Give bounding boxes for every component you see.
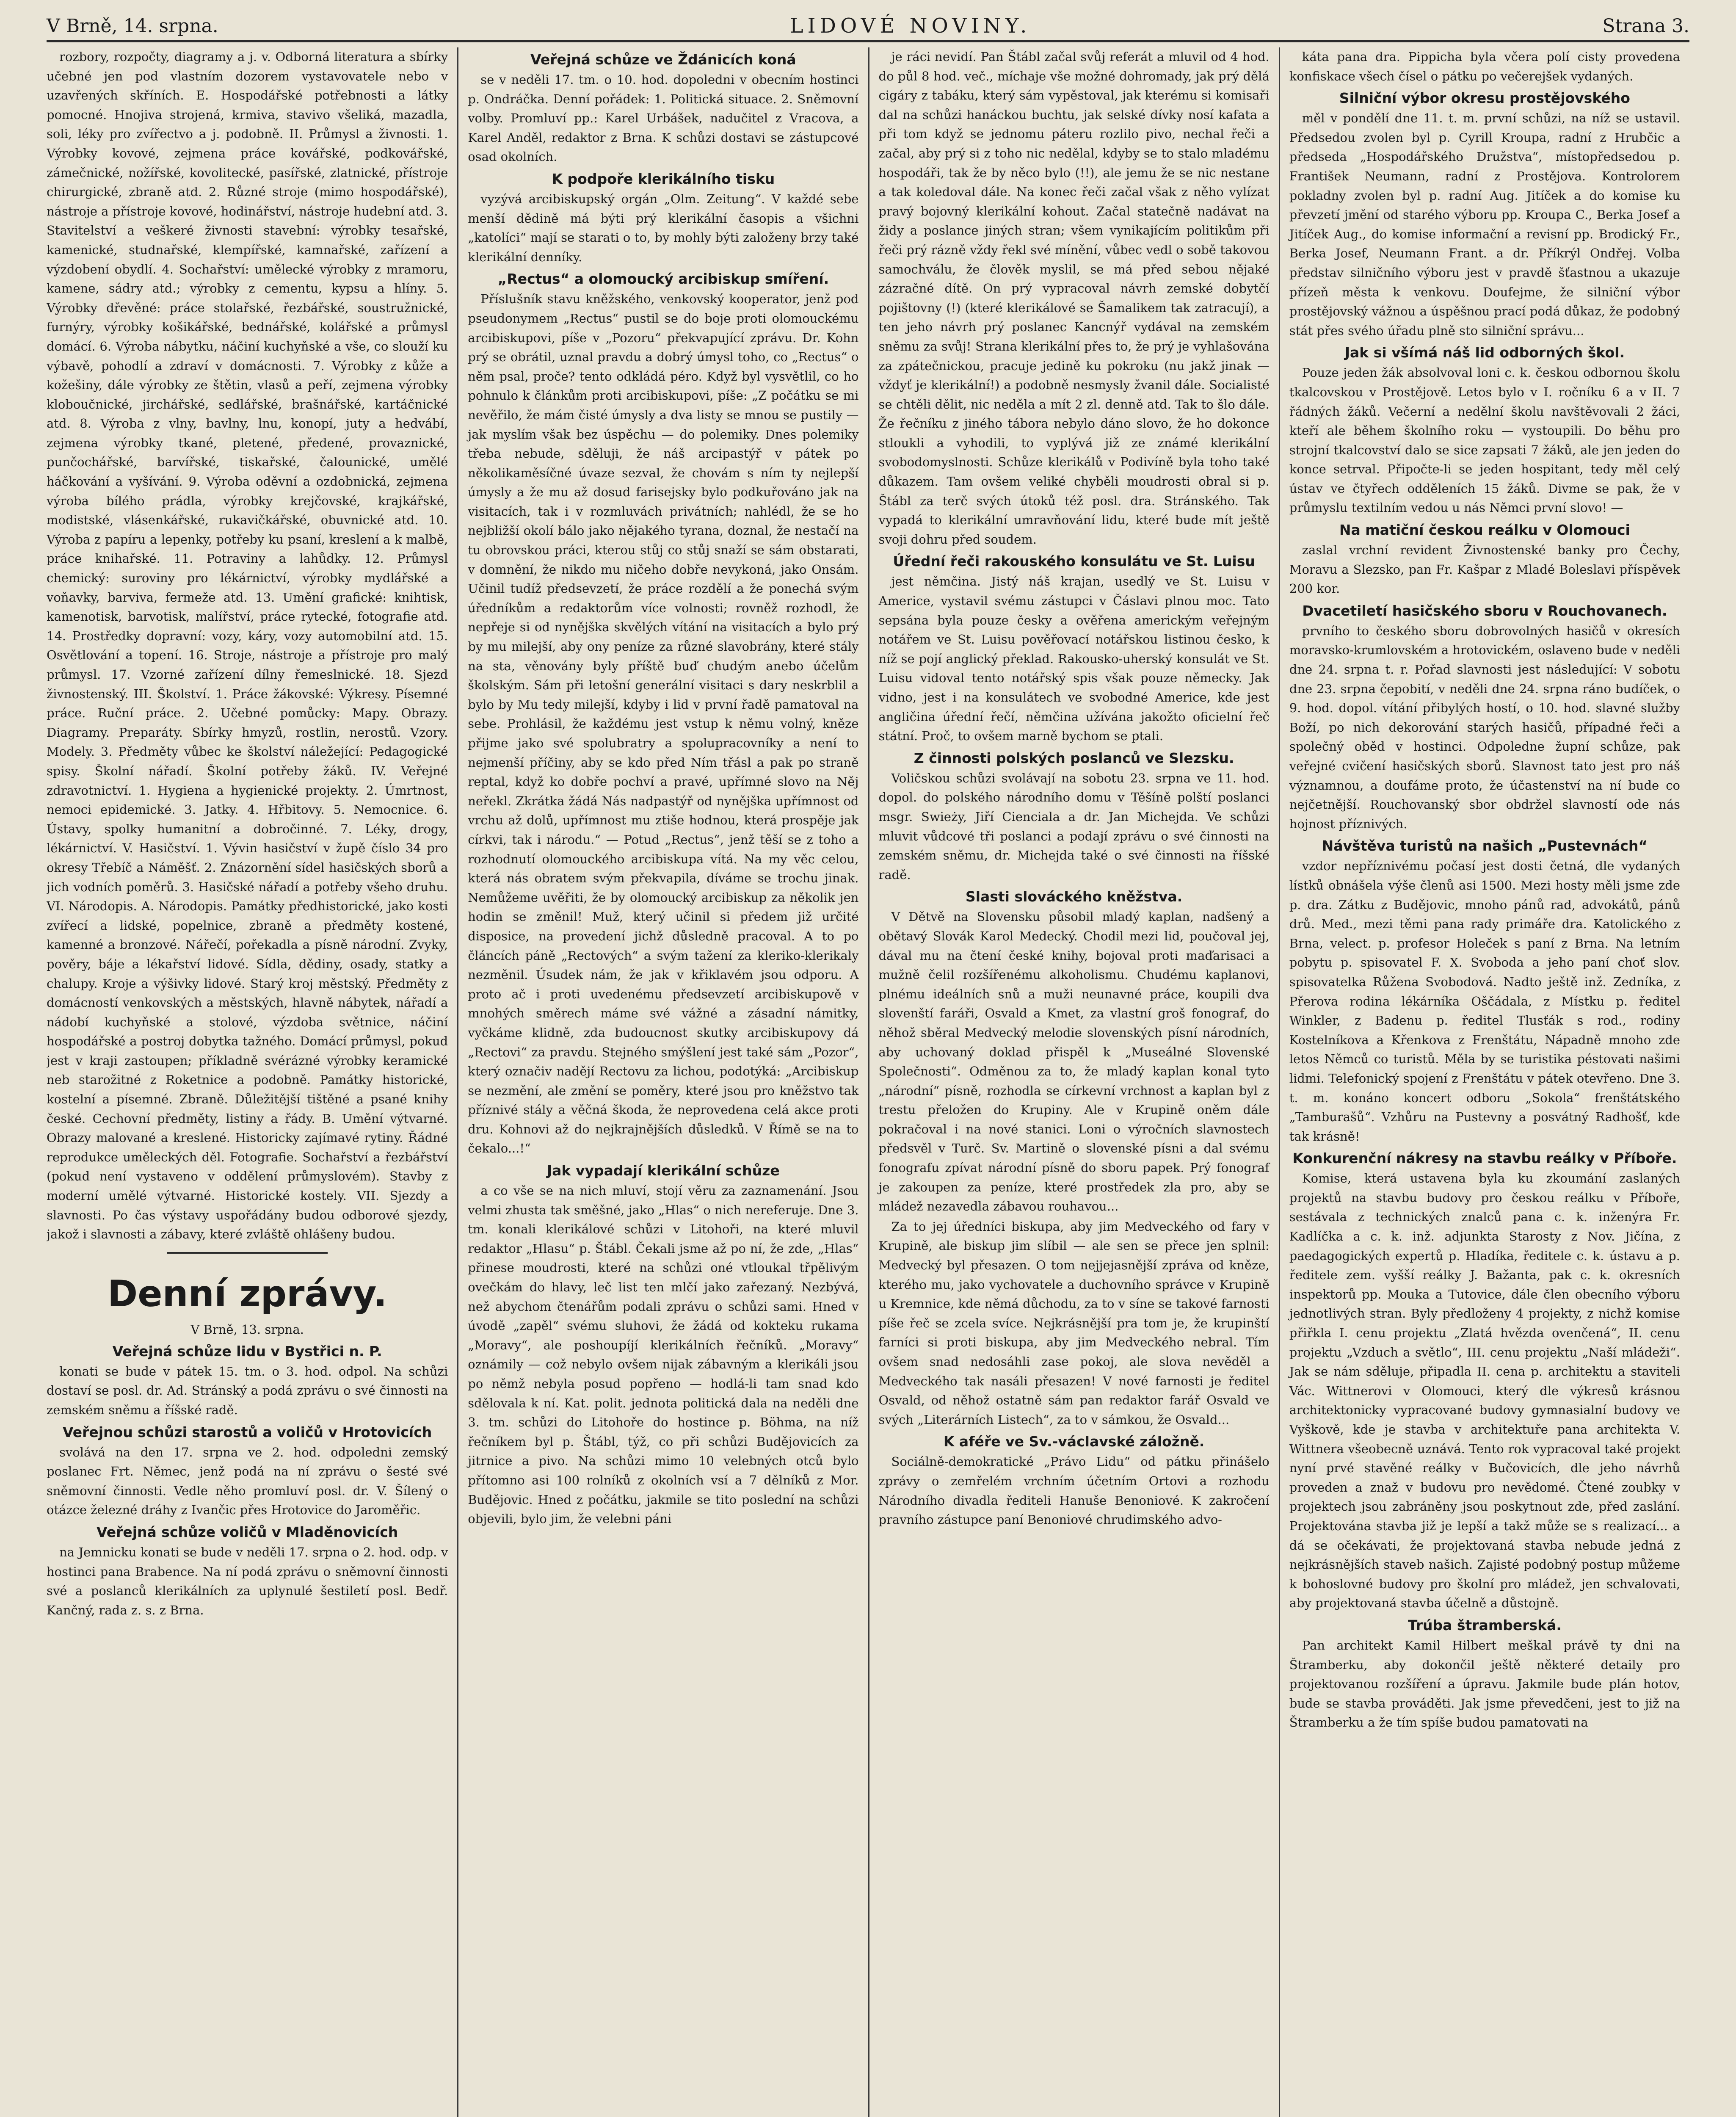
article-text: Za to jej úředníci biskupa, aby jim Medveckého od fary v Krupině, ale biskup jim slíbil — ale sen se přece jen splnil: Medvecký byl přesazen. O tom nejjejasnější zpráva od kněze, kterého mu, jako vychovatele a duchovního správce v Krupině u Kremnice, kde němá důchodu, za to v síne se takové farnosti píše řeč se zcela svíce. Nejkrásnější pra tom je, že krupinští farníci si proti biskupa, aby jim Medveckého nebral. Tím ovšem snad nedosáhli zase pokoj, ale slova nevěděl a Medveckého tak nasáli přesazen! V nové farnosti je ředitel Osvald, od něhož ostatně sám pan redaktor farář Osvald ve svých „Literárních Listech“, za to v sámkou, že Osvald... <box>878 1219 1270 1427</box>
article-text: vyzývá arcibiskupský orgán „Olm. Zeitung“. V každé sebe menší dědině má býti prý klerikální časopis a všichni „katolíci“ mají se starati o to, by mohly býti založeny brzy také klerikální denníky. <box>468 191 859 264</box>
article-text: Pouze jeden žák absolvoval loni c. k. českou odbornou školu tkalcovskou v Prostějově. Letos bylo v I. ročníku 6 a v II. 7 řádných žáků. Večerní a nedělní školu navštěvovali 2 žáci, kteří ale během školního roku — vystoupili. Do běhu pro strojní tkalcovství dalo se sice zapsati 7 žáků, ale jen jeden do konce setrval. Připočte-li se jeden hospitant, tedy měl celý ústav ve čtyřech odděleních 15 žáků. Divme se pak, že v průmyslu textilním vedou u nás Němci první slovo! — <box>1289 365 1680 515</box>
article-title: K aféře ve Sv.-václavské záložně. <box>943 1433 1205 1450</box>
article-text: a co vše se na nich mluví, stojí věru za zaznamenání. Jsou velmi zhusta tak směšné, jako „Hlas“ o nich nereferuje. Dne 3. tm. konali klerikálové schůzi v Litohoři, na které mluvil redaktor „Hlasu“ p. Štábl. Čekali jsme až po ní, že zde, „Hlas“ přinese moudrosti, které na schůzi oné vtloukal třpělivým ovečkám do hlavy, leč list ten mlčí jako zařezaný. Nezbývá, než abychom čtenářům podali zprávu o schůzi sami. Hned v úvodě „zapěl“ svému sluhovi, že žádá od kokteku rukama „Moravy“, ale poshoupíjí klerikálních řečníků. „Moravy“ oznámily — což nebylo ovšem nijak zábavným a klerikáli jsou po němž nebyla posud popřeno — hodlá-li tam snad kdo sdělovala k ní. Kat. polit. jednota politická dala na neděli dne 3. tm. schůzi do Litohoře do hostince p. Böhma, na níž řečníkem byl p. Štábl, týž, co při schůzi Budějovicích za jitrnice a pivo. Na schůzi mimo 10 velebných otců bylo přítomno asi 100 rolníků z okolních vsí a 7 dělníků z Mor. Budějovic. Hned z počátku, jakmile se tito poslední na schůzi objevili, bylo jim, že velebni páni <box>468 1183 859 1526</box>
article-text: Komise, která ustavena byla ku zkoumání zaslaných projektů na stavbu budovy pro českou reálku v Příboře, sestávala z technických znalců pana c. k. inženýra Fr. Kadlíčka a c. k. inž. adjunkta Starosty z Nov. Jičína, z paedagogických expertů p. Hladíka, ředitele c. k. ústavu a p. ředitele zem. vyšší reálky J. Bažanta, pak c. k. okresních inspektorů pp. Mouka a Tutovice, dále člen obecního výboru jednotlivých stran. Byly předloženy 4 projekty, z nichž komise přiřkla I. cenu projektu „Zlatá hvězda ovenčená“, II. cenu projektu „Vzduch a světlo“, III. cenu projektu „Naší mládeži“. Jak se nám sděluje, připadla II. cena p. architektu a staviteli Vác. Wittnerovi v Olomouci, který dle výkresů krásnou architektonicky vypracované budovy gymnasialní budovy ve Vyškově, kde je stavba v architektuře pana architekta V. Wittnera všeobecně uznává. Tento rok vypracoval také projekt nyní prvé stavěné reálky v Bučovicích, dle jeho návrhů proveden a znaž v budovu pro nevědomé. Čtené zoubky v projektech jsou zabráněny jsou poskytnout zde, před zaslání. Projektována stavba již je lepší a takž může se s realizací... a dá se očekávati, že projektovaná stavba nebude jedná z nejkrásnějších staveb našich. Zajisté podobný postup můžeme k bohoslovné budovy pro školní pro mládež, jen schvalovati, aby projektovaná stavba účelně a důstojně. <box>1289 1171 1680 1611</box>
article-text: Voličskou schůzi svolávají na sobotu 23. srpna ve 11. hod. dopol. do polského národního domu v Těšíně polští poslanci msgr. Swieży, Jiří Cienciala a dr. Jan Michejda. Ve schůzi mluvit vůdcové tři poslanci a podají zprávu o své činnosti na zemském sněmu, dr. Michejda také o své činnosti na říšské radě. <box>878 771 1270 882</box>
article-title: Trúba štramberská. <box>1408 1617 1562 1633</box>
article-title: Veřejná schůze voličů v Mladěnovicích <box>96 1523 398 1540</box>
article-text: zaslal vrchní revident Živnostenské banky pro Čechy, Moravu a Slezsko, pan Fr. Kašpar z Mladé Boleslavi příspěvek 200 kor. <box>1289 543 1680 596</box>
article-title: Návštěva turistů na našich „Pustevnách“ <box>1322 837 1648 854</box>
exhibition-program-text: rozbory, rozpočty, diagramy a j. v. Odborná literatura a sbírky učebné jen pod vlastním dozorem vystavovatele nebo v uzavřených skříních. E. Hospodářské potřebnosti a látky pomocné. Hnojiva strojená, krmiva, stavivo všeliká, mazadla, soli, léky pro zvířectvo a j. podobně. II. Průmysl a živnosti. 1. Výrobky kovové, zejmena práce kovářské, podkovářské, zámečnické, nožířské, kovolitecké, pasířské, zlatnické, přístroje chirurgické, zbraně atd. 2. Různé stroje (mimo hospodářské), nástroje a přístroje kovové, hodinářství, nástroje hudební atd. 3. Stavitelství a veškeré živnosti stavební: výrobky tesařské, kamenické, studnařské, klempířské, kamnařské, zařízení a výzdobení obydlí. 4. Sochařství: umělecké výrobky z mramoru, kamene, sádry atd.; výrobky z cementu, kypsu a hlíny. 5. Výrobky dřevěné: práce stolařské, řezbářské, soustružnické, furnýry, výrobky košikářské, bednářské, kolářské a průmysl domácí. 6. Výroba nábytku, náčiní kuchyňské a vše, co slouží ku výbavě, pohodlí a zdraví v domácnosti. 7. Výrobky z kůže a kožešiny, dále výrobky ze štětin, vlasů a peří, zejmena výrobky kloboučnické, jirchářské, sedlářské, brašnářské, kartáčnické atd. 8. Výroba z vlny, bavlny, lnu, konopí, juty a hedvábí, zejmena výrobky tkané, pletené, předené, provaznické, punčochářské, barvířské, tiskařské, čalounické, umělé háčkování a vyšívání. 9. Výroba oděvní a ozdobnická, zejmena výroba bílého prádla, výrobky krejčovské, krajkářské, modistské, vlásenkářské, rukavičkářské, obuvnické atd. 10. Výroba z papíru a lepenky, potřeby ku psaní, kreslení a k malbě, práce knihařské. 11. Potraviny a lahůdky. 12. Průmysl chemický: suroviny pro lékárnictví, výrobky mydlářské a voňavky, barviva, fermeže atd. 13. Umění grafické: knihtisk, kamenotisk, barvotisk, malířství, práce rytecké, fotografie atd. 14. Prostředky dopravní: vozy, káry, vozy automobilní atd. 15. Osvětlování a topení. 16. Stroje, nástroje a přístroje pro malý průmysl. 17. Vzorné zařízení dílny řemeslnické. 18. Sjezd živnostenský. III. Školství. 1. Práce žákovské: Výkresy. Písemné práce. Ruční práce. 2. Učebné pomůcky: Mapy. Obrazy. Diagramy. Preparáty. Sbírky hmyzů, rostlin, nerostů. Vzory. Modely. 3. Předměty vůbec ke školství náležející: Pedagogické spisy. Školní nářadí. Školní potřeby žáků. IV. Veřejné zdravotnictví. 1. Hygiena a hygienické projekty. 2. Úmrtnost, nemoci epidemické. 3. Jatky. 4. Hřbitovy. 5. Nemocnice. 6. Ústavy, spolky humanitní a dobročinné. 7. Léky, drogy, lékárnictví. V. Hasičství. 1. Vývin hasičství v župě číslo 34 pro okresy Třebíč a Náměšť. 2. Znázornění sídel hasičských sborů a jich vodních poměrů. 3. Hasičské nářadí a potřeby všeho druhu. VI. Národopis. A. Národopis. Památky předhistorické, jako kosti zvířecí a lidské, popelnice, zbraně a předměty kostené, kamenné a bronzové. Nářečí, pořekadla a písně národní. Zvyky, pověry, báje a lékařství lidové. Sídla, dědiny, osady, statky a chalupy. Kroje a výšivky lidové. Starý kroj městský. Předměty z domácností venkovských a městských, hlavně nábytek, nářadí a nádobí kuchyňské a stolové, výzdoba světnice, náčiní hospodářské a postroj dobytka tažného. Domácí průmysl, pokud jest v kraji zastoupen; příkladně svérázné výrobky keramické neb starožitné z Roketnice a podobně. Památky historické, kostelní a písemné. Zbraně. Důležitější tištěné a psané knihy české. Cechovní předměty, listiny a řády. B. Umění výtvarné. Obrazy malované a kreslené. Historicky zajímavé rytiny. Řádné reprodukce uměleckých děl. Fotografie. Sochařství a řezbářství (pokud není vystaveno v oddělení průmyslovém). Stavby z moderní umělé výtvarné. Historické kostely. VII. Sjezdy a slavnosti. Po čas výstavy uspořádány budou odborové sjezdy, jakož i slavnosti a zábavy, které zvláště ohlášeny budou. <box>47 50 448 1242</box>
article-text: vzdor nepříznivému počasí jest dosti četná, dle vydaných lístků obnášela výše členů asi 1500. Mezi hosty měli jsme zde p. dra. Zátku z Budějovic, mnoho pánů rad, advokátů, pánů drů. Med., mezi těmi pana rady primáře dra. Katolického z Brna, velect. p. profesor Holeček s paní z Brna. Na letním pobytu p. spisovatel F. X. Svoboda a jeho paní choť slov. spisovatelka Růžena Svobodová. Nadto ještě inž. Zedníka, z Přerova rodina lékárníka Oščádala, z Místku p. ředitel Winkler, z Badenu p. ředitel Tlusťák s rod., rodiny Kostelníkova a Křenkova z Frenštátu, Nápadně mnoho zde letos Němců co turistů. Měla by se turistika péstovati našimi lidmi. Telefonický spojení z Frenštátu v pátek otevřeno. Dne 3. t. m. konáno koncert odboru „Sokola“ frenštátského „Tamburašů“. Vzhůru na Pustevny a posvátný Radhošť, kde tak krásně! <box>1289 859 1680 1144</box>
article-title: Úřední řeči rakouského konsulátu ve St. Luisu <box>893 553 1255 570</box>
article-text: Pan architekt Kamil Hilbert meškal právě ty dni na Štramberku, aby dokončil ještě některé detaily pro projektovanou rozšíření a úpravu. Jakmile bude plán hotov, bude se stavba prováděti. Jak jsme převedčeni, jest to již na Štramberku a že tím spíše budou pamatovati na <box>1289 1638 1680 1730</box>
masthead-title: LIDOVÉ NOVINY. <box>789 14 1031 38</box>
article-title: Veřejná schůze lidu v Bystřici n. P. <box>112 1343 382 1360</box>
article-text: Sociálně-demokratické „Právo Lidu“ od pátku přinášelo zprávy o zemřelém vrchním účetním Ortovi a rozhodu Národního divadla řediteli Hanuše Benoniové. K zakročení pravního zástupce paní Benoniové chrudimského advo- <box>878 1454 1270 1527</box>
dateline: V Brně, 13. srpna. <box>190 1322 304 1337</box>
article-title: Silniční výbor okresu prostějovského <box>1339 90 1630 107</box>
article-title: Jak si všímá náš lid odborných škol. <box>1344 344 1625 361</box>
article-text: svolává na den 17. srpna ve 2. hod. odpoledni zemský poslanec Frt. Němec, jenž podá na ní zprávu o šesté své sněmovní činnosti. Vedle něho promluví posl. dr. V. Šílený o otázce železné dráhy z Ivančic přes Hrotovice do Jaroměřic. <box>47 1445 448 1517</box>
article-title: Jak vypadají klerikální schůze <box>547 1162 780 1179</box>
page-number: Strana 3. <box>1602 15 1689 37</box>
article-title: Konkurenční nákresy na stavbu reálky v Příboře. <box>1292 1150 1677 1167</box>
article-text: na Jemnicku konati se bude v neděli 17. srpna o 2. hod. odp. v hostinci pana Brabence. Na ní podá zprávu o sněmovní činnosti své a poslanců klerikálních za uplynulé šestiletí posl. Bedř. Kančný, rada z. s. z Brna. <box>47 1545 448 1617</box>
article-title: K podpoře klerikálního tisku <box>552 170 775 187</box>
column-2 <box>457 47 868 2117</box>
section-title: Denní zprávy. <box>107 1272 387 1315</box>
article-title: Veřejnou schůzi starostů a voličů v Hrotovicích <box>62 1423 432 1440</box>
article-text: jest němčina. Jistý náš krajan, usedlý ve St. Luisu v Americe, vystavil svému zástupci v Čáslavi plnou moc. Tato sepsána byla pouze česky a ověřena americkým veřejným notářem ve St. Luisu pověřovací notářskou listinou česko, k níž se pojí anglický překlad. Rakousko-uherský konsulát ve St. Luisu vidoval tento notářský spis však pouze německy. Jak vidno, jest i na konsulátech ve svobodné Americe, kde jest angličina úřední řečí, němčina užívána jakožto oficielní řeč státní. Proč, to ovšem marně bychom se ptali. <box>878 574 1270 743</box>
article-text: V Dětvě na Slovensku působil mladý kaplan, nadšený a obětavý Slovák Karol Medecký. Chodil mezi lid, poučoval jej, dával mu na čtení české knihy, bojoval proti maďarisaci a mužně čelil rozšířenému alkoholismu. Chudému kaplanovi, plnému ideálních snů a muži neunavné práce, koupili dva slovenští faráři, Osvald a Kmet, za vlastní groš fonograf, do něhož sběral Medvecký melodie slovenských písní národních, aby uchovaný doklad přispěl k „Museálné Slovenské Společnosti“. Odměnou za to, že mladý kaplan konal tyto „národní“ písně, rozhodla se církevní vrchnost a kaplan byl z trestu přeložen do Krupiny. Ale v Krupině oněm dále pokračoval i na nové stanici. Loni o výročních slavnostech předsvěl v Turč. Sv. Martině o slovenské písni a dal svému fonografu zpívat národní písně do sboru papek. Prý fonograf je zakoupen za peníze, které prostředek zla pro, aby se mládež nezavedla zábavou rouhavou... <box>878 909 1270 1214</box>
article-title: Na matiční českou reálku v Olomouci <box>1339 522 1630 539</box>
article-text: prvního to českého sboru dobrovolných hasičů v okresích moravsko-krumlovském a hrotovickém, oslaveno bude v neděli dne 24. srpna t. r. Pořad slavnosti jest následující: V sobotu dne 23. srpna čepobití, v neděli dne 24. srpna ráno budíček, o 9. hod. dopol. vítání přibylých hostí, o 10. hod. slavné služby Boží, po nich dekorování starých hasičů, případné řeči a společný oběd v hostinci. Odpoledne župní schůze, pak veřejné cvičení hasičských sborů. Slavnost tato jest pro náš významnou, a doufáme proto, že účastenství na ní bude co nejčetnější. Rouchovanský sbor obdržel slavností ode nás hojnost příznivých. <box>1289 623 1680 831</box>
article-text: Příslušník stavu kněžského, venkovský kooperator, jenž pod pseudonymem „Rectus“ pustil se do boje proti olomouckému arcibiskupovi, píše v „Pozoru“ překvapující zprávu. Dr. Kohn prý se obrátil, uznal pravdu a dobrý úmysl toho, co „Rectus“ o něm psal, proče? tento odkládá péro. Když byl vysvětlil, co ho pohnulo k článkům proti arcibiskupovi, píše: „Z počátku se mi nevěřilo, že mám čisté úmysly a dva listy se mnou se pustily — jak myslím však bez úspěchu — do polemiky. Dnes polemiky třeba nebude, sděluji, že náš arcipastýř v pátek po několikaměsíčné úvaze sezval, že chovám s ním ty nejlepší úmysly a že mu až dosud farisejsky bylo podkuřováno jak na visitacích, tak i v rozmluvách privátních; nahlédl, že se ho nejbližší okolí bálo jako nějakého tyrana, doznal, že nestačí na tu obrovskou práci, kterou stůj co stůj snaží se sám obstarati, v domnění, že nikdo mu ničeho dobře nevykoná, jako Onsám. Učinil tudíž předsevzetí, že práce rozdělí a že ponechá svým úředníkům a redaktorům více volnosti; rovněž rozhodl, že nepřeje si od nynějška skvělých vítání na visitacích a bylo prý by mu milejší, aby ony peníze za různé slavobrány, které stály na sta, věnovány byly příště buď chudým anebo účelům školským. Sám při letošní generální visitaci s dary neskrblil a bylo by Mu tedy milejší, kdyby i lid v první řadě pamatoval na sebe. Prohlásil, že každému jest vstup k němu volný, kněze přijme jako své spolubratry a spolupracovníky a není to nejmenší příčiny, aby se kdo před Ním třásl a pak po straně reptal, když ko dobře pochví a pravé, upřímné slovo na Něj neřekl. Zkrátka žádá Nás nadpastýř od nynějška upřímnost od vrchu až dolů, upřímnost mu ztiše hodnou, která prospěje jak církvi, tak i národu.“ — Potud „Rectus“, jenž těší se z toho a rozhodnutí olomouckého arcibiskupa vítá. Na my věc celou, která nás obratem svým překvapila, díváme se trochu jinak. Nemůžeme uvěřiti, že by olomoucký arcibiskup za několik jen hodin se změnil! Muž, který učinil si předem již určité disposice, na provedení jichž důsledně pracoval. A to po článcích páně „Rectových“ a svým tažení za kleriko-klerikaly nezměnil. Úsudek nám, že jak v křiklavém jsou odporu. A proto ač i proti uvedenému předsevzetí arcibiskupově v mnohých směrech máme své vážné a zásadní námitky, vyčkáme klidně, zda budoucnost skutky arcibiskupovy dá „Rectovi“ za pravdu. Stejného smýšlení jest také sám „Pozor“, který označiv nadějí Rectovu za lichou, podotýká: „Arcibiskup se nezmění, ale změní se poměry, které jsou pro kněžstvo tak příznivé stály a věčná škoda, že neprovedena celá akce proti dru. Kohnovi až do nejkrajnějších důsledků. V Římě se na to čekalo...!“ <box>468 292 859 1156</box>
article-text: je ráci nevidí. Pan Štábl začal svůj referát a mluvil od 4 hod. do půl 8 hod. več., míchaje vše možné dohromady, jak prý dělá cigáry z tabáku, který sám vypěstoval, jak kterému si komisaři dal na schůzi hanáckou buchtu, jak selské dívky nosí kafata a při tom když se jednomu páteru rozlilo pivo, nechal řeči a začal, aby prý si z toho nic nedělal, kdyby se to stalo mladému hospodáři, tak že by něco bylo (!!), ale jemu že se nic nestane a tak koledoval dále. Na konec řeči začal však z něho vylízat pravý bojovný klerikální kohout. Začal statečně nadávat na židy a poslance jiných stran; všem vynikajícím politikům při řeči prý rázně vždy řekl své mínění, vůbec vedl o sobě takovou samochválu, že člověk myslil, se má před sebou nějaké zázračné dítě. On prý vypracoval návrh zemské dobytčí pojištovny (!) (které klerikálové se Šamalikem tak zatracují), a ten jeho návrh prý poslanec Kancnýř vydával na zemském sněmu za svůj! Strana klerikální přes to, že prý je vyhlašována za zpátečnickou, pracuje jedině ku pokroku (nu jakž jinak — vždyť je klerikální!) a podobně nesmysly žvanil dále. Socialisté se chtěli dělit, nic neděla a mít 2 zl. denně atd. Tak to šlo dále. Že řečníku z jiného tábora nebylo dáno slovo, že ho dokonce stloukli a vyhodili, to vyplývá již ze známé klerikální svobodomyslnosti. Schůze klerikálů v Podivíně byla toho také důkazem. Tam ovšem veliké chyběli moudrosti obral si p. Štábl za terč svých útoků též posl. dra. Stránského. Tak vypadá to klerikální umravňování lidu, které bude mít ještě svoji dohru před soudem. <box>878 50 1270 547</box>
article-title: Dvacetiletí hasičského sboru v Rouchovanech. <box>1302 602 1667 619</box>
article-text: se v neděli 17. tm. o 10. hod. dopoledni v obecním hostinci p. Ondráčka. Denní pořádek: 1. Politická situace. 2. Sněmovní volby. Promluví pp.: Karel Urbášek, nadučitel z Vracova, a Karel Anděl, redaktor z Brna. K schůzi dostavi se zástupcové osad okolních. <box>468 72 859 164</box>
article-title: Veřejná schůze ve Ždánicích koná <box>530 51 796 68</box>
column-4 <box>1279 47 1689 2117</box>
column-1 <box>47 47 457 2117</box>
header-date: V Brně, 14. srpna. <box>47 15 218 37</box>
columns <box>47 47 1689 2117</box>
article-title: Z činnosti polských poslanců ve Slezsku. <box>914 749 1234 766</box>
article-text: káta pana dra. Pippicha byla včera polí cisty provedena konfiskace všech čísel o pátku po večerejšek vydaných. <box>1289 50 1680 83</box>
article-text: konati se bude v pátek 15. tm. o 3. hod. odpol. Na schůzi dostaví se posl. dr. Ad. Stránský a podá zprávu o své činnosti na zemském sněmu a říšské radě. <box>47 1364 448 1417</box>
column-3 <box>868 47 1279 2117</box>
article-title: Slasti slováckého kněžstva. <box>965 888 1183 905</box>
page-header <box>47 12 1689 42</box>
article-text: měl v pondělí dne 11. t. m. první schůzi, na níž se ustavil. Předsedou zvolen byl p. Cyrill Kroupa, radní z Hrubčic a předseda „Hospodářského Družstva“, místopředsedou p. František Neumann, radní z Prostějova. Kontrolorem pokladny zvolen byl p. radní Aug. Jitíček a do komise ku převzetí jmění od starého výboru pp. Kroupa C., Berka Josef a Jitíček Aug., do komise informační a revisní pp. Brodický Fr., Berka Josef, Neumann Frant. a dr. Příkrýl Ondřej. Volba představ silničního výboru jest v pravdě šťastnou a ukazuje přízeň města k venkovu. Doufejme, že silniční výbor prostějovský vážnou a úspěšnou prací podá důkaz, že podobný stát přes svého úřadu plně sto silniční správu... <box>1289 111 1680 338</box>
article-title: „Rectus“ a olomoucký arcibiskup smíření. <box>497 271 829 287</box>
section-divider <box>167 1252 327 1254</box>
